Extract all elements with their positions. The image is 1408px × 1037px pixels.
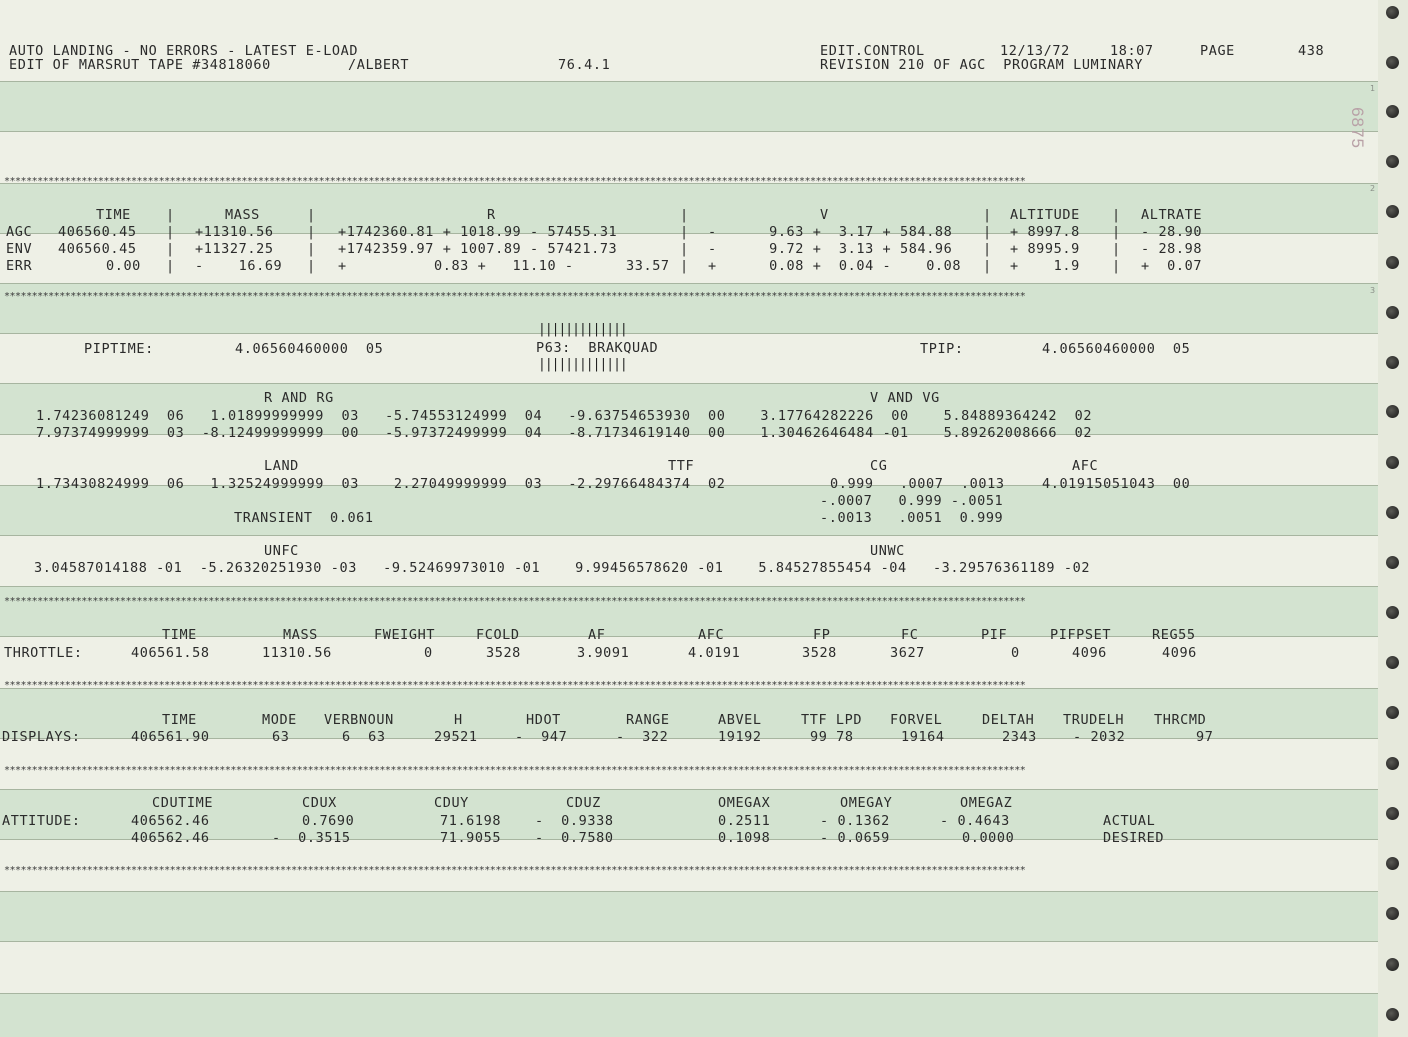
- column-separator: |: [1112, 207, 1121, 223]
- feed-hole: [1386, 506, 1399, 519]
- displays-header-h: H: [454, 712, 463, 728]
- attitude-header-omegax: OMEGAX: [718, 795, 771, 811]
- feed-hole: [1386, 807, 1399, 820]
- err-v: + 0.08 + 0.04 - 0.08: [708, 258, 962, 274]
- piptime-label: PIPTIME:: [84, 341, 154, 357]
- err-mass: - 16.69: [195, 258, 283, 274]
- column-separator: |: [680, 258, 689, 274]
- feed-hole: [1386, 356, 1399, 369]
- displays-trudelh: - 2032: [1073, 729, 1126, 745]
- displays-deltah: 2343: [1002, 729, 1037, 745]
- header-program: EDIT.CONTROL: [820, 43, 925, 59]
- band-rule: [0, 535, 1378, 536]
- column-separator: |: [166, 224, 175, 240]
- displays-abvel: 19192: [718, 729, 762, 745]
- desired-cduz: - 0.7580: [535, 830, 614, 846]
- col-header-altrate: ALTRATE: [1141, 207, 1203, 223]
- throttle-fweight: 0: [424, 645, 433, 661]
- column-separator: |: [983, 241, 992, 257]
- feed-hole: [1386, 456, 1399, 469]
- cg-matrix-row-2: -.0007 0.999 -.0051: [820, 493, 1004, 509]
- col-header-time: TIME: [96, 207, 131, 223]
- col-header-r: R: [487, 207, 496, 223]
- feed-hole: [1386, 205, 1399, 218]
- band-rule: [0, 993, 1378, 994]
- col-header-mass: MASS: [225, 207, 260, 223]
- column-separator: |: [166, 241, 175, 257]
- cg-label: CG: [870, 458, 888, 474]
- star-separator: *****************************************************************************************************************************************************************************************: [4, 680, 1026, 691]
- throttle-mass: 11310.56: [262, 645, 332, 661]
- throttle-header-pifpset: PIFPSET: [1050, 627, 1112, 643]
- line-number: 2: [1370, 184, 1376, 193]
- agc-r: +1742360.81 + 1018.99 - 57455.31: [338, 224, 618, 240]
- land-label: LAND: [264, 458, 299, 474]
- throttle-header-fp: FP: [813, 627, 831, 643]
- header-page-label: PAGE: [1200, 43, 1235, 59]
- column-separator: |: [983, 207, 992, 223]
- column-separator: |: [680, 224, 689, 240]
- green-band: [0, 485, 1378, 535]
- bar-marker-bottom: |||||||||||||: [538, 357, 627, 372]
- actual-cdux: 0.7690: [302, 813, 355, 829]
- column-separator: |: [1112, 224, 1121, 240]
- green-band: [0, 81, 1378, 131]
- line-number: 1: [1370, 84, 1376, 93]
- env-mass: +11327.25: [195, 241, 274, 257]
- displays-header-thrcmd: THRCMD: [1154, 712, 1207, 728]
- band-rule: [0, 789, 1378, 790]
- archive-stamp-number: 6875: [1347, 107, 1367, 149]
- desired-label: DESIRED: [1103, 830, 1165, 846]
- feed-hole: [1386, 907, 1399, 920]
- actual-label: ACTUAL: [1103, 813, 1156, 829]
- column-separator: |: [1112, 258, 1121, 274]
- green-band: [0, 891, 1378, 941]
- desired-omegay: - 0.0659: [820, 830, 890, 846]
- displays-header-forvel: FORVEL: [890, 712, 943, 728]
- star-separator: *****************************************************************************************************************************************************************************************: [4, 176, 1026, 187]
- displays-forvel: 19164: [901, 729, 945, 745]
- env-altrate: - 28.98: [1141, 241, 1203, 257]
- agc-altitude: + 8997.8: [1010, 224, 1080, 240]
- row-label-agc: AGC: [6, 224, 33, 240]
- displays-range: - 322: [616, 729, 669, 745]
- header-page-number: 438: [1298, 43, 1325, 59]
- throttle-label: THROTTLE:: [4, 645, 83, 661]
- band-rule: [0, 941, 1378, 942]
- displays-header-time: TIME: [162, 712, 197, 728]
- agc-mass: +11310.56: [195, 224, 274, 240]
- agc-v: - 9.63 + 3.17 + 584.88: [708, 224, 953, 240]
- actual-omegay: - 0.1362: [820, 813, 890, 829]
- header-revision: REVISION 210 OF AGC PROGRAM LUMINARY: [820, 57, 1143, 73]
- throttle-time: 406561.58: [131, 645, 210, 661]
- throttle-fcold: 3528: [486, 645, 521, 661]
- column-separator: |: [166, 207, 175, 223]
- header-user: /ALBERT: [348, 57, 410, 73]
- feed-hole: [1386, 958, 1399, 971]
- actual-cduz: - 0.9338: [535, 813, 614, 829]
- unwc-label: UNWC: [870, 543, 905, 559]
- agc-time: 406560.45: [58, 224, 137, 240]
- displays-hdot: - 947: [515, 729, 568, 745]
- col-header-altitude: ALTITUDE: [1010, 207, 1080, 223]
- attitude-header-omegay: OMEGAY: [840, 795, 893, 811]
- err-time: 0.00: [106, 258, 141, 274]
- err-altrate: + 0.07: [1141, 258, 1203, 274]
- feed-hole: [1386, 6, 1399, 19]
- throttle-header-time: TIME: [162, 627, 197, 643]
- attitude-header-omegaz: OMEGAZ: [960, 795, 1013, 811]
- row-label-err: ERR: [6, 258, 33, 274]
- feed-hole: [1386, 405, 1399, 418]
- band-rule: [0, 131, 1378, 132]
- header-time: 18:07: [1110, 43, 1154, 59]
- env-r: +1742359.97 + 1007.89 - 57421.73: [338, 241, 618, 257]
- displays-verbnoun: 6 63: [342, 729, 386, 745]
- band-rule: [0, 283, 1378, 284]
- throttle-pifpset: 4096: [1072, 645, 1107, 661]
- unit-vector-row: 3.04587014188 -01 -5.26320251930 -03 -9.52469973010 -01 9.99456578620 -01 5.84527855454 -04 -3.29576361189 -02: [34, 560, 1091, 576]
- actual-omegaz: - 0.4643: [940, 813, 1010, 829]
- env-time: 406560.45: [58, 241, 137, 257]
- tpip-value: 4.06560460000 05: [1042, 341, 1191, 357]
- desired-cduy: 71.9055: [440, 830, 502, 846]
- displays-label: DISPLAYS:: [2, 729, 81, 745]
- star-separator: *****************************************************************************************************************************************************************************************: [4, 596, 1026, 607]
- err-r: + 0.83 + 11.10 - 33.57: [338, 258, 670, 274]
- displays-header-mode: MODE: [262, 712, 297, 728]
- transient-value: TRANSIENT 0.061: [234, 510, 374, 526]
- band-rule: [0, 891, 1378, 892]
- displays-header-trudelh: TRUDELH: [1063, 712, 1125, 728]
- column-separator: |: [307, 258, 316, 274]
- throttle-af: 3.9091: [577, 645, 630, 661]
- attitude-header-cduy: CDUY: [434, 795, 469, 811]
- throttle-fp: 3528: [802, 645, 837, 661]
- feed-hole: [1386, 256, 1399, 269]
- column-separator: |: [307, 241, 316, 257]
- displays-ttf-lpd: 99 78: [810, 729, 854, 745]
- feed-hole: [1386, 1008, 1399, 1021]
- column-separator: |: [983, 258, 992, 274]
- header-version: 76.4.1: [558, 57, 611, 73]
- row-label-env: ENV: [6, 241, 33, 257]
- archive-stamp: [1347, 70, 1408, 180]
- attitude-header-cduz: CDUZ: [566, 795, 601, 811]
- agc-altrate: - 28.90: [1141, 224, 1203, 240]
- band-rule: [0, 383, 1378, 384]
- program-p63: P63: BRAKQUAD: [536, 340, 659, 356]
- feed-hole: [1386, 606, 1399, 619]
- throttle-header-afc: AFC: [698, 627, 725, 643]
- displays-header-range: RANGE: [626, 712, 670, 728]
- env-altitude: + 8995.9: [1010, 241, 1080, 257]
- header-title: AUTO LANDING - NO ERRORS - LATEST E-LOAD: [9, 43, 359, 59]
- column-separator: |: [307, 207, 316, 223]
- land-row: 1.73430824999 06 1.32524999999 03 2.27049999999 03 -2.29766484374 02: [36, 476, 726, 492]
- actual-omegax: 0.2511: [718, 813, 771, 829]
- desired-omegaz: 0.0000: [962, 830, 1015, 846]
- desired-omegax: 0.1098: [718, 830, 771, 846]
- tpip-label: TPIP:: [920, 341, 964, 357]
- afc-label: AFC: [1072, 458, 1099, 474]
- line-number: 3: [1370, 286, 1376, 295]
- throttle-header-fweight: FWEIGHT: [374, 627, 436, 643]
- displays-header-hdot: HDOT: [526, 712, 561, 728]
- column-separator: |: [307, 224, 316, 240]
- env-v: - 9.72 + 3.13 + 584.96: [708, 241, 953, 257]
- feed-hole: [1386, 857, 1399, 870]
- column-separator: |: [680, 241, 689, 257]
- displays-thrcmd: 97: [1196, 729, 1214, 745]
- header-date: 12/13/72: [1000, 43, 1070, 59]
- bar-marker-top: |||||||||||||: [538, 322, 627, 337]
- displays-mode: 63: [272, 729, 290, 745]
- feed-hole: [1386, 706, 1399, 719]
- column-separator: |: [680, 207, 689, 223]
- star-separator: *****************************************************************************************************************************************************************************************: [4, 865, 1026, 876]
- throttle-fc: 3627: [890, 645, 925, 661]
- throttle-afc: 4.0191: [688, 645, 741, 661]
- band-rule: [0, 586, 1378, 587]
- feed-hole: [1386, 56, 1399, 69]
- state-row-1: 1.74236081249 06 1.01899999999 03 -5.74553124999 04 -9.63754653930 00 3.17764282226 00 5.84889364242 02: [36, 408, 1093, 424]
- throttle-header-mass: MASS: [283, 627, 318, 643]
- attitude-header-cdux: CDUX: [302, 795, 337, 811]
- desired-cdux: - 0.3515: [272, 830, 351, 846]
- throttle-header-reg55: REG55: [1152, 627, 1196, 643]
- displays-time: 406561.90: [131, 729, 210, 745]
- throttle-pif: 0: [1011, 645, 1020, 661]
- throttle-reg55: 4096: [1162, 645, 1197, 661]
- band-rule: [0, 81, 1378, 82]
- displays-header-abvel: ABVEL: [718, 712, 762, 728]
- throttle-header-pif: PIF: [981, 627, 1008, 643]
- piptime-value: 4.06560460000 05: [235, 341, 384, 357]
- cg-matrix-row-1: 0.999 .0007 .0013: [830, 476, 1005, 492]
- attitude-header-cdutime: CDUTIME: [152, 795, 214, 811]
- actual-cduy: 71.6198: [440, 813, 502, 829]
- star-separator: *****************************************************************************************************************************************************************************************: [4, 765, 1026, 776]
- green-band: [0, 993, 1378, 1037]
- v-and-vg-label: V AND VG: [870, 390, 940, 406]
- desired-cdutime: 406562.46: [131, 830, 210, 846]
- feed-hole: [1386, 556, 1399, 569]
- attitude-label: ATTITUDE:: [2, 813, 81, 829]
- star-separator: *****************************************************************************************************************************************************************************************: [4, 291, 1026, 302]
- r-and-rg-label: R AND RG: [264, 390, 334, 406]
- col-header-v: V: [820, 207, 829, 223]
- column-separator: |: [1112, 241, 1121, 257]
- band-rule: [0, 333, 1378, 334]
- displays-h: 29521: [434, 729, 478, 745]
- throttle-header-fcold: FCOLD: [476, 627, 520, 643]
- feed-hole: [1386, 306, 1399, 319]
- actual-cdutime: 406562.46: [131, 813, 210, 829]
- displays-header-verbnoun: VERBNOUN: [324, 712, 394, 728]
- displays-header-ttf-lpd: TTF LPD: [801, 712, 863, 728]
- feed-hole: [1386, 656, 1399, 669]
- cg-matrix-row-3: -.0013 .0051 0.999: [820, 510, 1004, 526]
- column-separator: |: [983, 224, 992, 240]
- afc-value: 4.01915051043 00: [1042, 476, 1191, 492]
- unfc-label: UNFC: [264, 543, 299, 559]
- err-altitude: + 1.9: [1010, 258, 1080, 274]
- ttf-label: TTF: [668, 458, 695, 474]
- feed-hole: [1386, 757, 1399, 770]
- displays-header-deltah: DELTAH: [982, 712, 1035, 728]
- throttle-header-fc: FC: [901, 627, 919, 643]
- state-row-2: 7.97374999999 03 -8.12499999999 00 -5.97372499999 04 -8.71734619140 00 1.30462646484 -01 5.89262008666 02: [36, 425, 1093, 441]
- throttle-header-af: AF: [588, 627, 606, 643]
- header-tape: EDIT OF MARSRUT TAPE #34818060: [9, 57, 271, 73]
- column-separator: |: [166, 258, 175, 274]
